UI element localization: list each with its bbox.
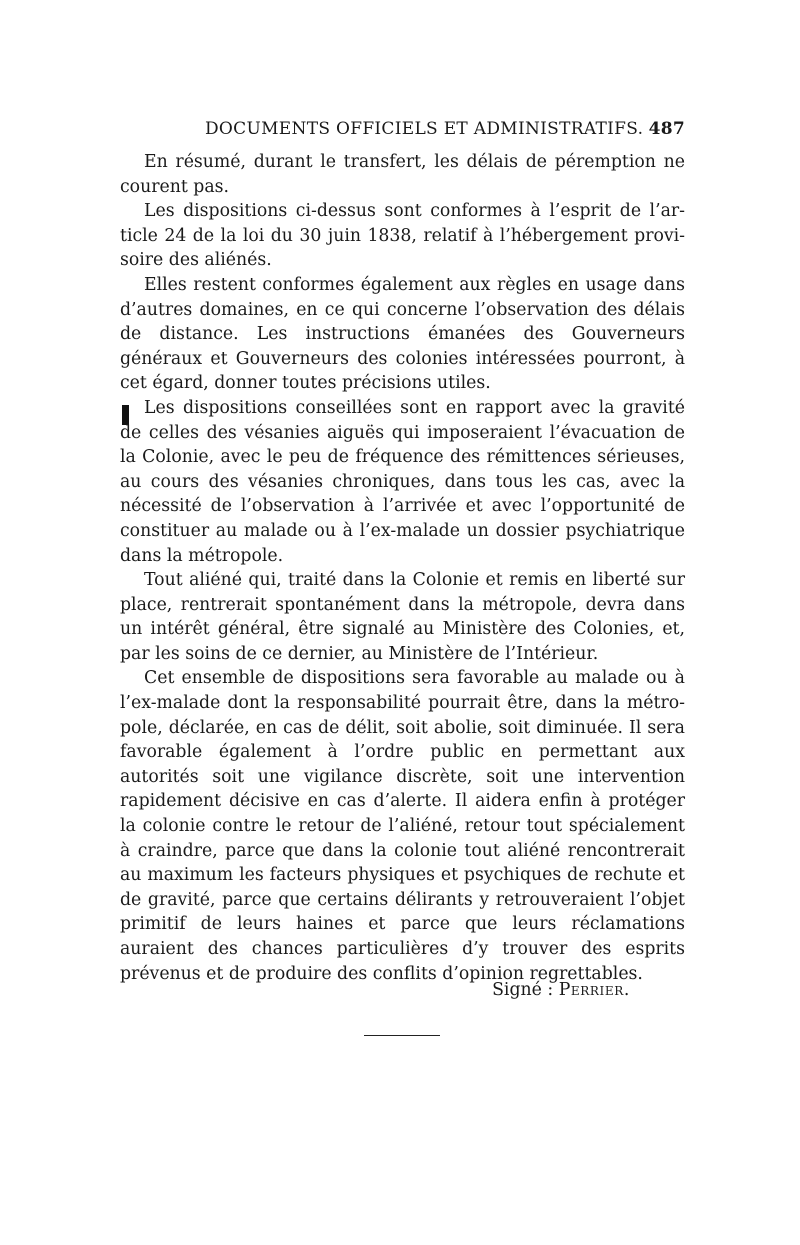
paragraph-return: Tout aliéné qui, traité dans la Colonie et remis en liberté sur place, rentrerait spontanément dans la métropole, devra dans un intérêt général, être signalé au Ministère des Colonies, et, par les soins de ce dernier, au Ministère de l’Intérieur.: [120, 570, 685, 664]
paragraph-dispositions: Les dispositions conseillées sont en rapport avec la gravité de celles des vésanies aiguës qui imposeraient l’évacuation de la Colonie, avec le peu de fréquence des rémittences sérieuses, au cours des vésanies chroniques, dans tous les cas, avec la nécessité de l’observation à l’arrivée et avec l’opportunité de constituer au malade ou à l’ex-malade un dossier psychiatrique dans la métropole.: [120, 397, 685, 566]
running-head: [205, 119, 685, 143]
paragraph-conclusion: Cet ensemble de dispositions sera favorable au malade ou à l’ex-malade dont la responsabilité pourrait être, dans la métropole, déclarée, en cas de délit, soit abolie, soit diminuée. Il sera favorable également à l’ordre public en permettant aux autorités soit une vigilance discrète, soit une intervention rapidement décisive en cas d’alerte. Il aidera enfin à protéger la colonie contre le retour de l’aliéné, retour tout spécialement à craindre, parce que dans la colonie tout aliéné rencontrerait au maximum les facteurs physiques et psychiques de rechute et de gravité, parce que certains délirants y retrouveraient l’objet primitif de leurs haines et parce que leurs réclamations auraient des chances particulières d’y trouver des esprits prévenus et de produire des conflits d’opinion regrettables.: [120, 668, 685, 984]
paragraph-summary: En résumé, durant le transfert, les délais de péremption ne courent pas.: [120, 152, 685, 197]
signature: [492, 980, 630, 1000]
paragraph-delays: Elles restent conformes également aux règles en usage dans d’autres domaines, en ce qui concerne l’observation des délais de distance. Les instructions émanées des Gouverneurs généraux et Gouverneurs des colonies intéressées pourront, à cet égard, donner toutes précisions utiles.: [120, 274, 685, 394]
body-text: [120, 150, 685, 986]
signature-label: Signé :: [492, 980, 554, 1000]
paragraph-article-24: Les dispositions ci-dessus sont conformes à l’esprit de l’article 24 de la loi du 30 juin 1838, relatif à l’hébergement provisoire des aliénés.: [120, 201, 685, 271]
signatory-name: Perrier.: [558, 980, 630, 1000]
closing-rule: [364, 1035, 440, 1036]
page-number: 487: [648, 119, 685, 139]
running-title: DOCUMENTS OFFICIELS ET ADMINISTRATIFS.: [205, 119, 644, 139]
